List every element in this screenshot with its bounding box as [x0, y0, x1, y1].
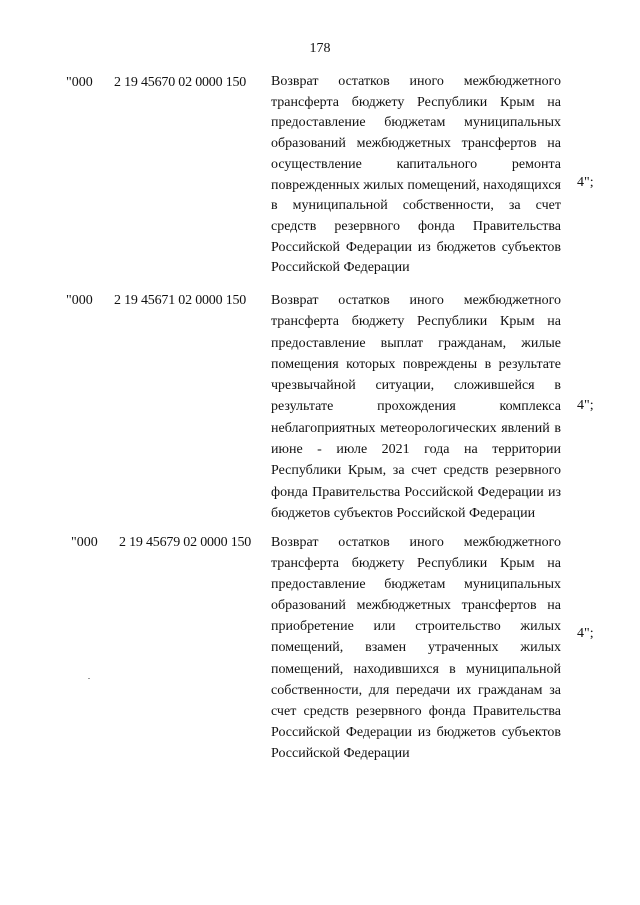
- budget-classification-code: 2 19 45671 02 0000 150: [114, 293, 247, 308]
- table-row: [0, 532, 640, 772]
- code-prefix: "000: [71, 535, 98, 550]
- code-prefix: "000: [66, 293, 93, 308]
- row-amount: 4";: [577, 626, 594, 641]
- table-row: [0, 72, 640, 290]
- page-number: 178: [309, 41, 331, 56]
- budget-code-table: [0, 72, 640, 772]
- row-description: Возврат остатков иного межбюджетного трансферта бюджету Республики Крым на предоставление выплат гражданам, жилые помещения которых повреждены в результате чрезвычайной ситуации, сложившейся в результате прохождения комплекса неблагоприятных метеорологических явлений в июне - июле 2021 года на территории Республики Крым, за счет средств резервного фонда Правительства Российской Федерации из бюджетов субъектов Российской Федерации: [271, 293, 561, 521]
- row-amount: 4";: [577, 175, 594, 190]
- table-row: [0, 290, 640, 532]
- row-amount: 4";: [577, 398, 594, 413]
- scan-speck: [88, 678, 90, 679]
- budget-classification-code: 2 19 45679 02 0000 150: [119, 535, 252, 550]
- budget-classification-code: 2 19 45670 02 0000 150: [114, 75, 247, 90]
- code-prefix: "000: [66, 75, 93, 90]
- row-description: Возврат остатков иного межбюджетного трансферта бюджету Республики Крым на предоставление бюджетам муниципальных образований межбюджетных трансфертов на осуществление капитального ремонта поврежденных жилых помещений, находящихся в муниципальной собственности, за счет средств резервного фонда Правительства Российской Федерации из бюджетов субъектов Российской Федерации: [271, 74, 561, 276]
- row-description: Возврат остатков иного межбюджетного трансферта бюджету Республики Крым на предоставление бюджетам муниципальных образований межбюджетных трансфертов на приобретение или строительство жилых помещений, взамен утраченных жилых помещений, находившихся в муниципальной собственности, для передачи их гражданам за счет средств резервного фонда Правительства Российской Федерации из бюджетов субъектов Российской Федерации: [271, 535, 561, 761]
